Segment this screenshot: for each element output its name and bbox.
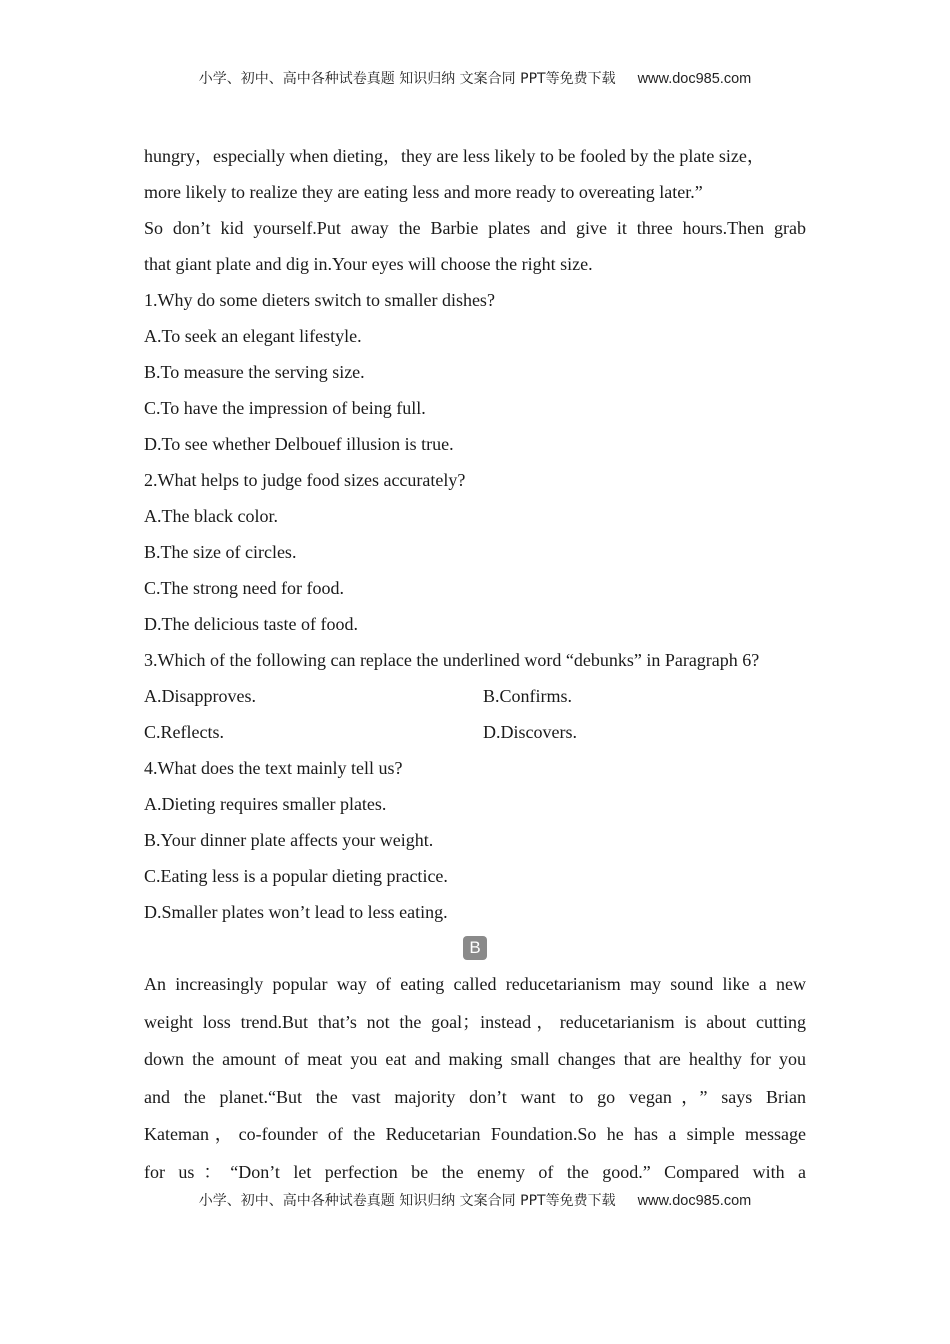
question-2-option-d: D.The delicious taste of food. [144, 614, 358, 634]
question-4-stem: 4.What does the text mainly tell us? [144, 758, 403, 778]
passage-line: hungry，especially when dieting，they are less likely to be fooled by the plate size， [144, 146, 765, 166]
footer-text: 小学、初中、高中各种试卷真题 知识归纳 文案合同 PPT等免费下载 [198, 1193, 616, 1209]
question-1-stem: 1.Why do some dieters switch to smaller dishes? [144, 290, 495, 310]
passage-line: more likely to realize they are eating less and more ready to overeating later.” [144, 182, 703, 202]
footer-site-link[interactable]: www.doc985.com [637, 1193, 752, 1209]
question-1-option-a: A.To seek an elegant lifestyle. [144, 326, 362, 346]
question-1-option-b: B.To measure the serving size. [144, 362, 365, 382]
question-2-option-c: C.The strong need for food. [144, 578, 344, 598]
passage-b-line: for us：“Don’t let perfection be the enemy of the good.” Compared with a [144, 1161, 806, 1182]
header-text: 小学、初中、高中各种试卷真题 知识归纳 文案合同 PPT等免费下载 [198, 71, 616, 87]
passage-b-line: An increasingly popular way of eating called reducetarianism may sound like a new [144, 974, 806, 994]
passage-b [144, 966, 806, 1191]
question-3-option-c: C.Reflects. [144, 722, 224, 742]
question-3-option-d: D.Discovers. [483, 722, 577, 742]
question-4-option-a: A.Dieting requires smaller plates. [144, 794, 387, 814]
question-2-stem: 2.What helps to judge food sizes accurately? [144, 470, 466, 490]
question-3-option-b: B.Confirms. [483, 686, 573, 706]
question-3-option-a: A.Disapproves. [144, 686, 256, 706]
passage-b-line: weight loss trend.But that’s not the goal；instead，reducetarianism is about cutting [144, 1011, 806, 1032]
question-1-option-c: C.To have the impression of being full. [144, 398, 426, 418]
question-1-option-d: D.To see whether Delbouef illusion is true. [144, 434, 454, 454]
header-site-link[interactable]: www.doc985.com [637, 71, 752, 87]
passage-b-line: Kateman，co-founder of the Reducetarian Foundation.So he has a simple message [144, 1124, 806, 1144]
question-3-stem: 3.Which of the following can replace the underlined word “debunks” in Paragraph 6? [144, 650, 760, 670]
passage-b-line: down the amount of meat you eat and making small changes that are healthy for you [144, 1049, 806, 1069]
page-footer [0, 1190, 950, 1210]
passage-b-line: and the planet.“But the vast majority don’t want to go vegan，” says Brian [144, 1086, 806, 1107]
question-3-options-row-1 [144, 678, 806, 714]
question-2-option-a: A.The black color. [144, 506, 278, 526]
passage-line: that giant plate and dig in.Your eyes will choose the right size. [144, 254, 593, 274]
passage-line: So don’t kid yourself.Put away the Barbie plates and give it three hours.Then grab [144, 218, 806, 238]
page-header [0, 68, 950, 88]
question-4-option-b: B.Your dinner plate affects your weight. [144, 830, 434, 850]
question-4-option-d: D.Smaller plates won’t lead to less eating. [144, 902, 448, 922]
section-b-marker: B [463, 936, 487, 960]
section-marker-wrap [144, 930, 806, 966]
document-body [144, 138, 806, 1191]
question-3-options-row-2 [144, 714, 806, 750]
question-4-option-c: C.Eating less is a popular dieting practice. [144, 866, 448, 886]
question-2-option-b: B.The size of circles. [144, 542, 297, 562]
